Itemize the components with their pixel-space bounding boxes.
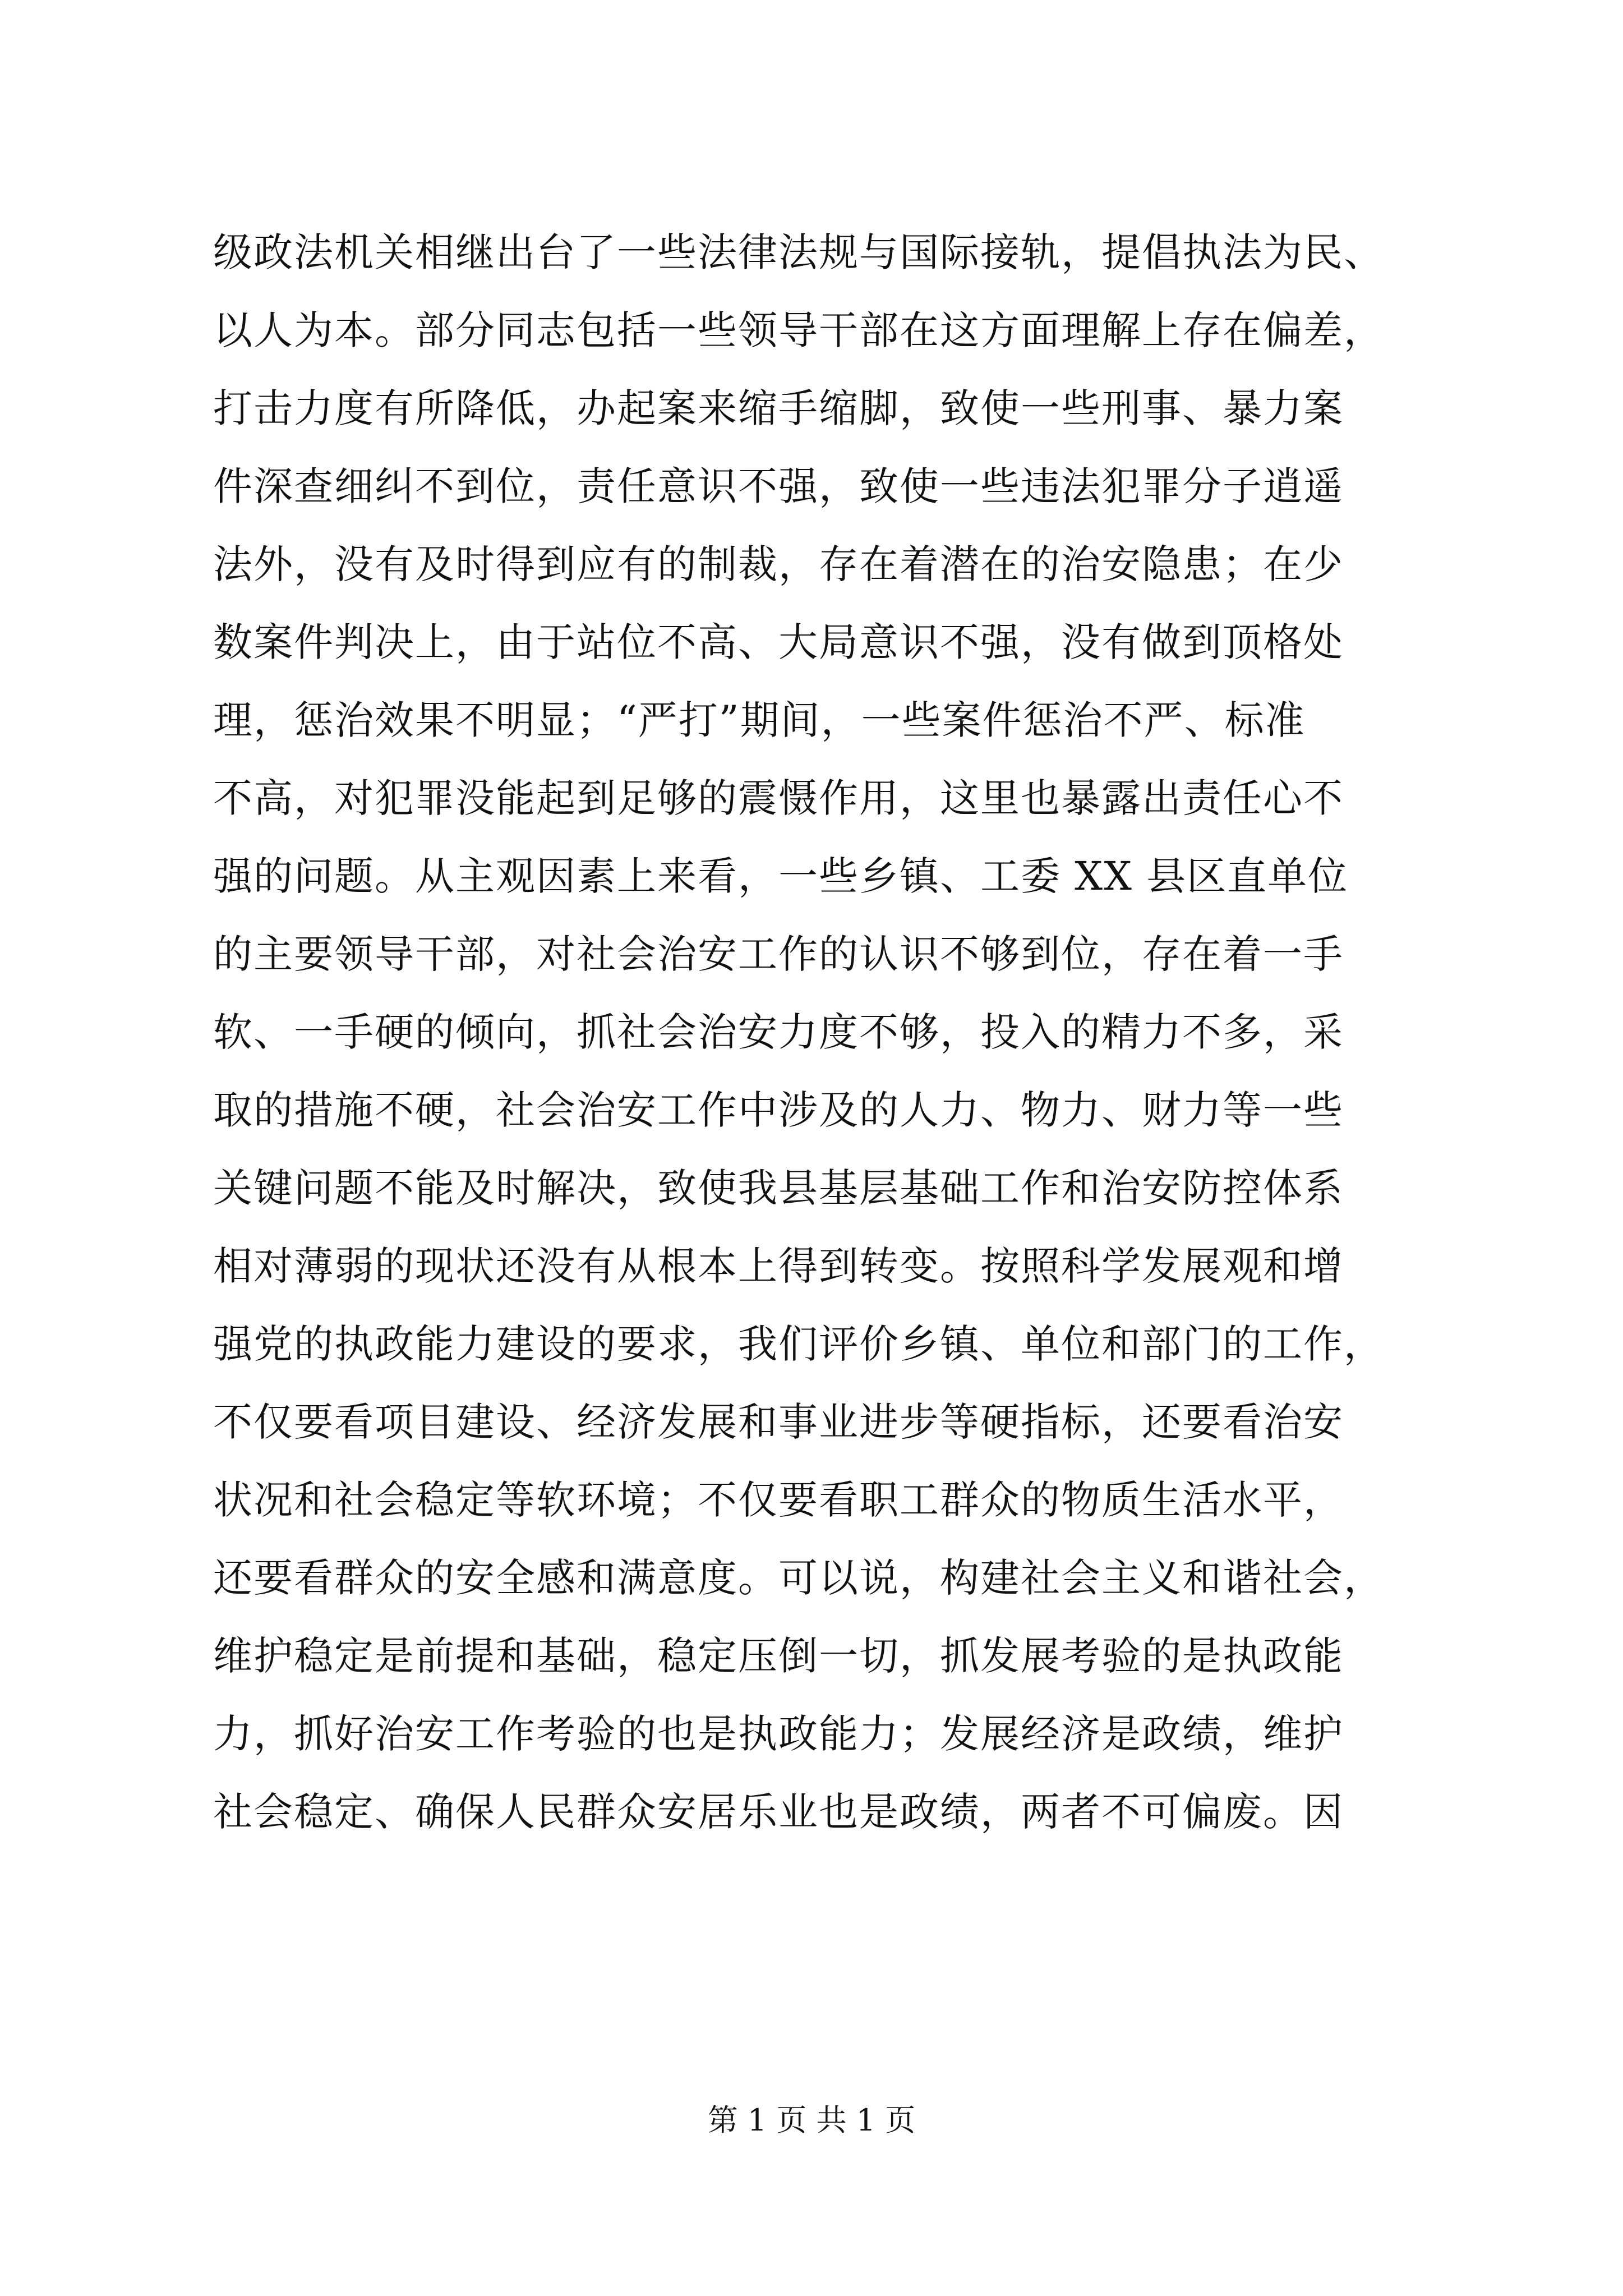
- text-line: 理，惩治效果不明显；“严打”期间，一些案件惩治不严、标准: [213, 697, 1306, 743]
- text-line: 强党的执政能力建设的要求，我们评价乡镇、单位和部门的工作，: [213, 1321, 1384, 1367]
- text-line: 件深查细纠不到位，责任意识不强，致使一些违法犯罪分子逍遥: [213, 463, 1344, 509]
- page-footer: 第 1 页 共 1 页: [707, 2102, 916, 2138]
- text-line: 法外，没有及时得到应有的制裁，存在着潜在的治安隐患；在少: [213, 541, 1344, 587]
- text-line: 的主要领导干部，对社会治安工作的认识不够到位，存在着一手: [213, 931, 1344, 977]
- text-line: 力，抓好治安工作考验的也是执政能力；发展经济是政绩，维护: [213, 1711, 1344, 1757]
- text-line: 维护稳定是前提和基础，稳定压倒一切，抓发展考验的是执政能: [213, 1633, 1344, 1679]
- text-line: 级政法机关相继出台了一些法律法规与国际接轨，提倡执法为民、: [213, 229, 1384, 275]
- text-line: 数案件判决上，由于站位不高、大局意识不强，没有做到顶格处: [213, 619, 1344, 665]
- text-line: 状况和社会稳定等软环境；不仅要看职工群众的物质生活水平，: [213, 1477, 1344, 1523]
- text-line: 软、一手硬的倾向，抓社会治安力度不够，投入的精力不多，采: [213, 1009, 1344, 1055]
- text-line: 强的问题。从主观因素上来看，一些乡镇、工委 XX 县区直单位: [213, 853, 1349, 899]
- text-line: 关键问题不能及时解决，致使我县基层基础工作和治安防控体系: [213, 1165, 1344, 1211]
- text-line: 社会稳定、确保人民群众安居乐业也是政绩，两者不可偏废。因: [213, 1789, 1344, 1835]
- text-line: 相对薄弱的现状还没有从根本上得到转变。按照科学发展观和增: [213, 1243, 1344, 1289]
- text-line: 不仅要看项目建设、经济发展和事业进步等硬指标，还要看治安: [213, 1399, 1344, 1445]
- text-line: 取的措施不硬，社会治安工作中涉及的人力、物力、财力等一些: [213, 1087, 1344, 1133]
- text-line: 以人为本。部分同志包括一些领导干部在这方面理解上存在偏差，: [213, 307, 1384, 353]
- text-line: 打击力度有所降低，办起案来缩手缩脚，致使一些刑事、暴力案: [213, 385, 1344, 431]
- text-line: 不高，对犯罪没能起到足够的震慑作用，这里也暴露出责任心不: [213, 775, 1344, 821]
- text-line: 还要看群众的安全感和满意度。可以说，构建社会主义和谐社会，: [213, 1555, 1384, 1601]
